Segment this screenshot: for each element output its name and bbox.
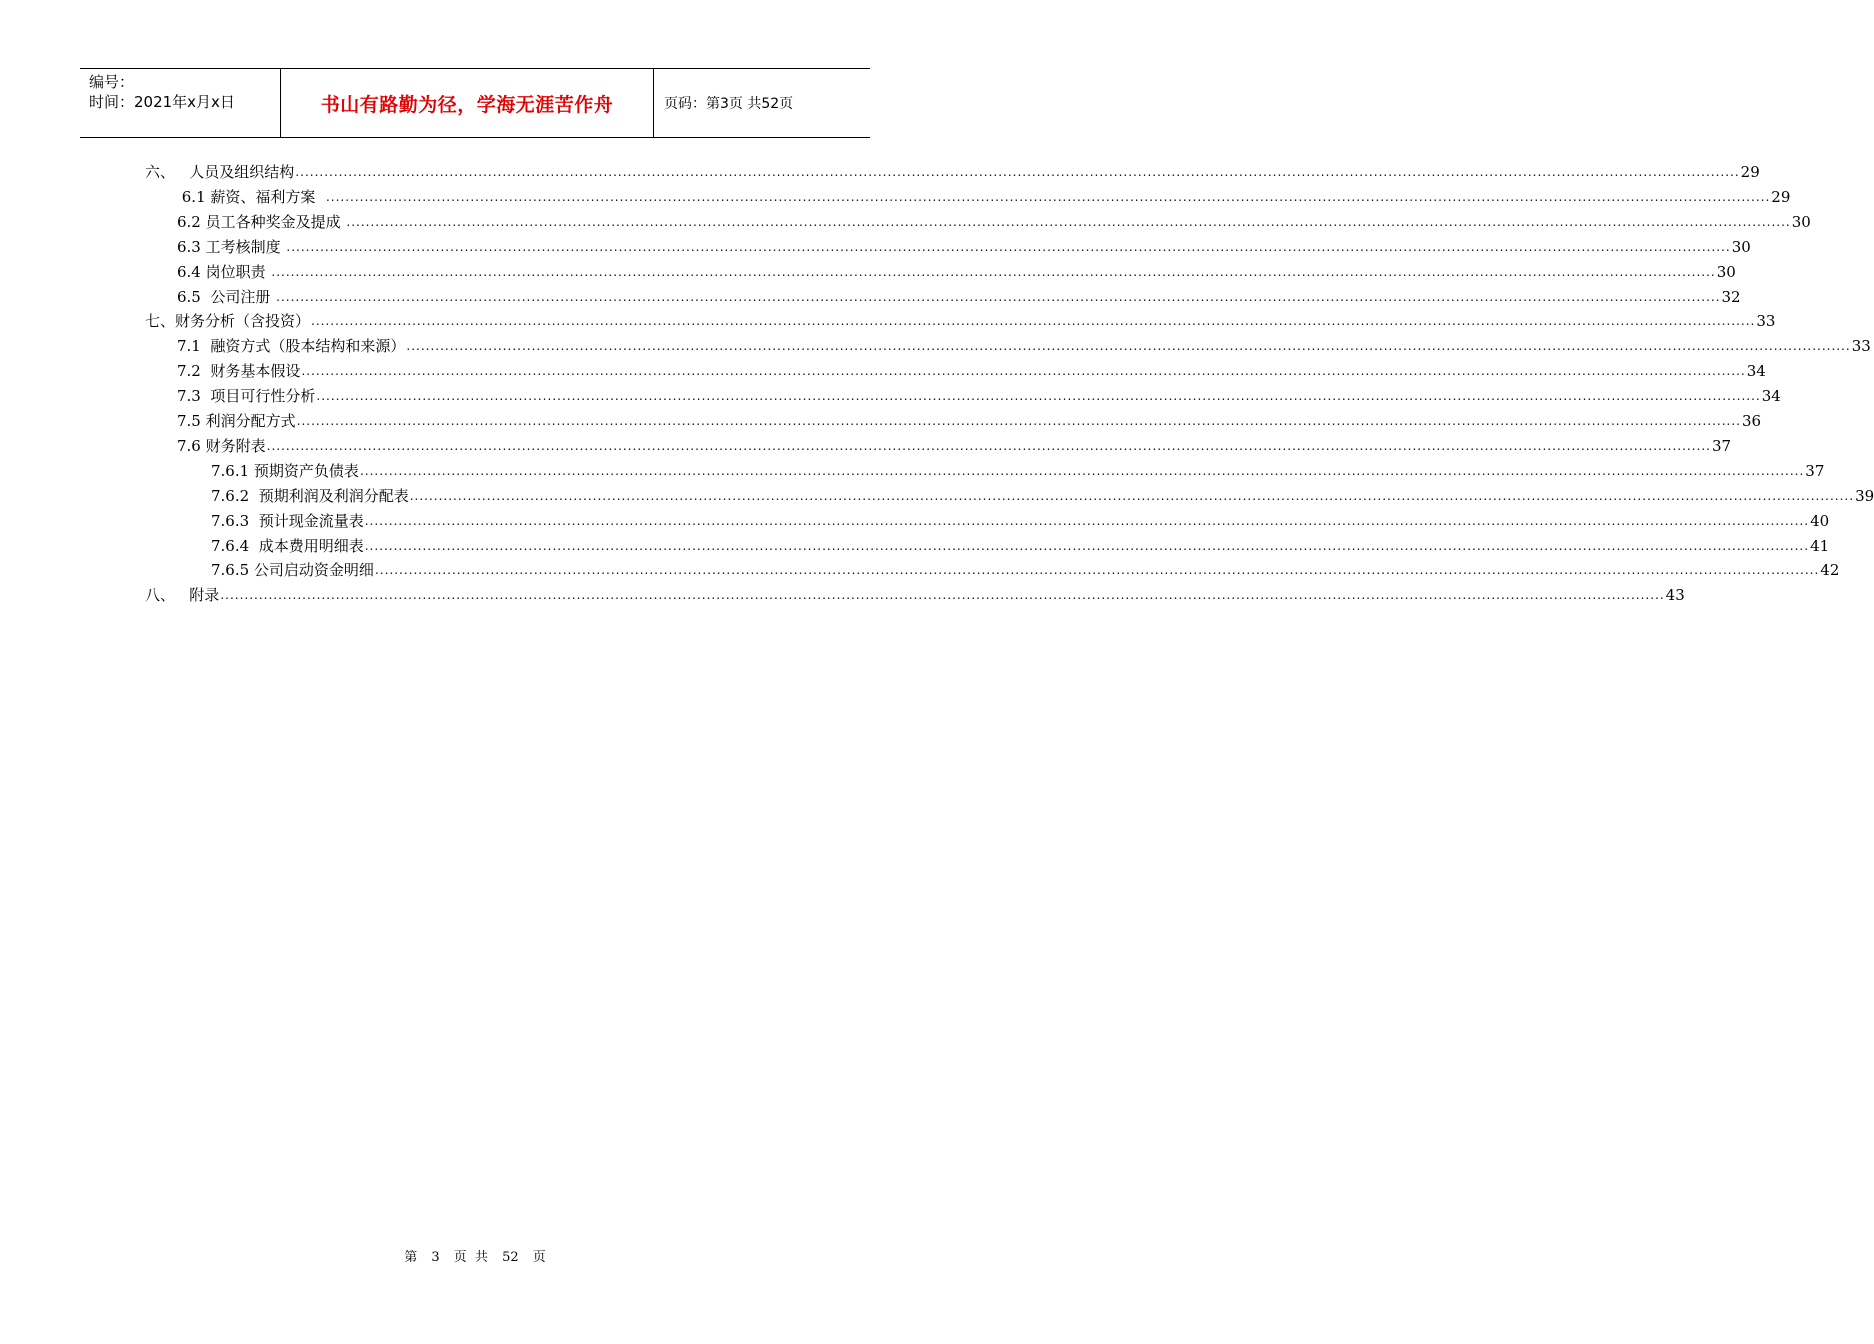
toc-entry[interactable] xyxy=(177,332,1871,356)
toc-entry[interactable] xyxy=(211,457,1825,481)
header-meta xyxy=(80,69,281,137)
toc-leader-dots: ............................................................................................................................................................................................................................................................................................................ xyxy=(220,588,1665,603)
toc-entry[interactable] xyxy=(211,556,1840,580)
footer-middle: 页 共 xyxy=(453,1250,488,1265)
toc-entry-label: 6.4 岗位职责 xyxy=(177,262,271,281)
toc-entry[interactable] xyxy=(177,283,1741,307)
toc-leader-dots: ............................................................................................................................................................................................................................................................................................................ xyxy=(316,389,1761,404)
toc-entry-page: 42 xyxy=(1820,561,1840,580)
toc-entry-label: 6.2 员工各种奖金及提成 xyxy=(177,212,346,231)
toc-leader-dots: ............................................................................................................................................................................................................................................................................................................ xyxy=(374,563,1820,578)
toc-entry-page: 39 xyxy=(1855,486,1874,505)
toc-leader-dots: ............................................................................................................................................................................................................................................................................................................ xyxy=(295,165,1740,179)
toc-leader-dots: ............................................................................................................................................................................................................................................................................................................ xyxy=(296,414,1741,428)
toc-entry-page: 33 xyxy=(1756,312,1776,331)
toc-leader-dots: ............................................................................................................................................................................................................................................................................................................ xyxy=(406,339,1851,354)
toc-leader-dots: ............................................................................................................................................................................................................................................................................................................ xyxy=(311,314,1756,329)
toc-entry-label: 7.3 项目可行性分析 xyxy=(177,387,316,406)
toc-entry-page: 37 xyxy=(1711,436,1732,455)
toc-entry-label: 6.1 薪资、福利方案 xyxy=(177,187,325,206)
toc-entry-page: 41 xyxy=(1810,536,1830,555)
toc-entry-label: 七、财务分析（含投资） xyxy=(145,312,311,331)
toc-entry-page: 29 xyxy=(1771,187,1791,206)
toc-entry-page: 34 xyxy=(1761,387,1781,406)
toc-entry[interactable] xyxy=(145,581,1685,605)
toc-entry-label: 7.6.1 预期资产负债表 xyxy=(211,461,359,480)
toc-leader-dots: ............................................................................................................................................................................................................................................................................................................ xyxy=(286,239,1731,254)
toc-entry-page: 30 xyxy=(1716,262,1736,281)
toc-leader-dots: ............................................................................................................................................................................................................................................................................................................ xyxy=(271,264,1716,279)
toc-entry-label: 6.3 工考核制度 xyxy=(177,237,286,256)
toc-entry[interactable] xyxy=(177,208,1811,232)
toc-leader-dots: ............................................................................................................................................................................................................................................................................................................ xyxy=(301,364,1746,379)
footer-total-pages: 52 xyxy=(502,1250,519,1265)
toc-leader-dots: ............................................................................................................................................................................................................................................................................................................ xyxy=(325,189,1771,204)
toc-entry[interactable] xyxy=(211,507,1830,531)
footer-suffix: 页 xyxy=(532,1250,546,1265)
time-label: 时间：2021年x月x日 xyxy=(89,93,235,111)
toc-leader-dots: ............................................................................................................................................................................................................................................................................................................ xyxy=(346,214,1791,229)
code-label: 编号： xyxy=(89,73,135,91)
toc-entry-page: 34 xyxy=(1746,362,1766,381)
toc-entry[interactable] xyxy=(177,233,1751,257)
page-header xyxy=(80,68,870,138)
toc-entry-page: 30 xyxy=(1791,212,1811,231)
toc-entry-label: 7.5 利润分配方式 xyxy=(177,412,296,430)
toc-entry-page: 33 xyxy=(1851,337,1871,356)
toc-entry[interactable] xyxy=(177,432,1732,456)
toc-entry-page: 32 xyxy=(1721,287,1741,306)
footer-prefix: 第 xyxy=(404,1250,418,1265)
toc-entry[interactable] xyxy=(177,183,1791,207)
toc-entry-page: 43 xyxy=(1665,586,1685,605)
toc-leader-dots: ............................................................................................................................................................................................................................................................................................................ xyxy=(276,289,1721,304)
toc-entry-label: 7.6.4 成本费用明细表 xyxy=(211,536,364,555)
toc-leader-dots: ............................................................................................................................................................................................................................................................................................................ xyxy=(364,538,1810,553)
toc-entry[interactable] xyxy=(177,382,1781,406)
toc-entry[interactable] xyxy=(177,258,1736,282)
page-footer xyxy=(0,1246,950,1265)
toc-entry[interactable] xyxy=(211,532,1830,556)
toc-entry-page: 40 xyxy=(1810,511,1830,530)
toc-entry[interactable] xyxy=(145,158,1760,182)
toc-entry[interactable] xyxy=(145,307,1776,331)
toc-entry-label: 7.6.2 预期利润及利润分配表 xyxy=(211,486,409,505)
toc-leader-dots: ............................................................................................................................................................................................................................................................................................................ xyxy=(359,463,1805,478)
toc-leader-dots: ............................................................................................................................................................................................................................................................................................................ xyxy=(364,513,1810,528)
toc-entry[interactable] xyxy=(177,357,1766,381)
toc-entry-label: 八、 附录 xyxy=(145,586,220,605)
header-page-label: 页码：第3页 共52页 xyxy=(664,96,794,112)
toc-entry-label: 7.1 融资方式（股本结构和来源） xyxy=(177,337,406,356)
header-motto: 书山有路勤为径，学海无涯苦作舟 xyxy=(281,69,654,137)
toc-entry-page: 29 xyxy=(1740,163,1760,181)
toc-entry-label: 7.6.5 公司启动资金明细 xyxy=(211,561,374,580)
footer-current-page: 3 xyxy=(431,1250,440,1265)
toc-entry-label: 7.6.3 预计现金流量表 xyxy=(211,511,364,530)
toc-entry-page: 30 xyxy=(1731,237,1751,256)
toc-entry-label: 六、 人员及组织结构 xyxy=(145,163,295,181)
toc-entry-label: 7.6 财务附表 xyxy=(177,436,266,455)
toc-entry-page: 36 xyxy=(1741,412,1762,430)
toc-leader-dots: ............................................................................................................................................................................................................................................................................................................ xyxy=(266,438,1711,453)
toc-entry-label: 7.2 财务基本假设 xyxy=(177,362,301,381)
toc-entry-page: 37 xyxy=(1805,461,1825,480)
toc-leader-dots: ............................................................................................................................................................................................................................................................................................................ xyxy=(409,488,1855,503)
toc-entry-label: 6.5 公司注册 xyxy=(177,287,276,306)
toc-entry[interactable] xyxy=(177,407,1762,431)
toc-entry[interactable] xyxy=(211,482,1874,506)
